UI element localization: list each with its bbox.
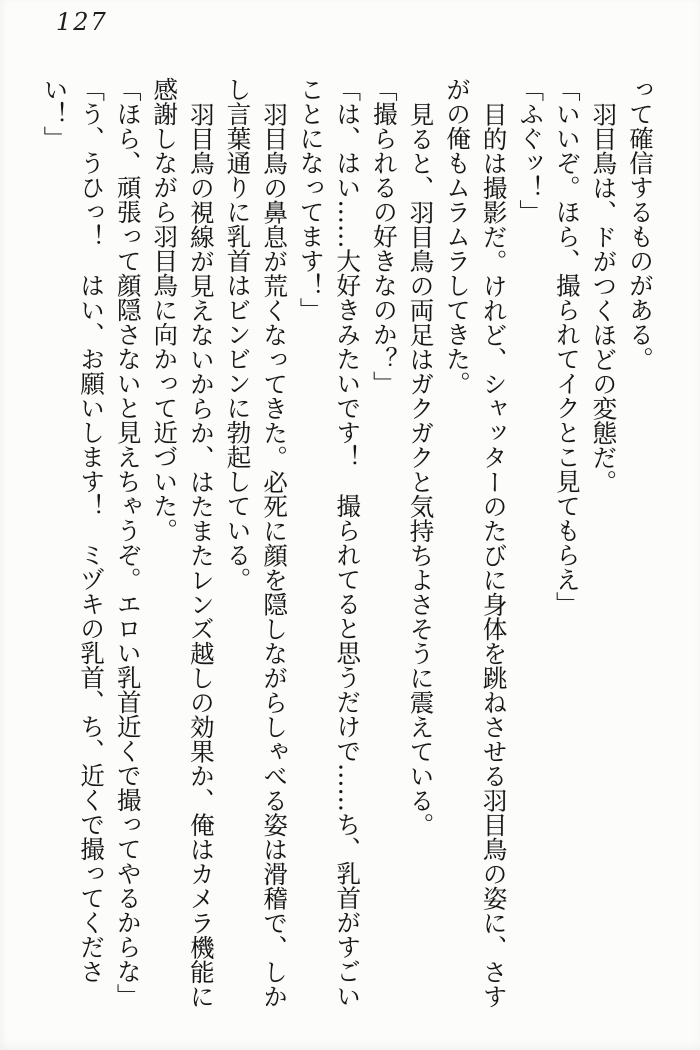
text-line: 羽目鳥の鼻息が荒くなってきた。必死に顔を隠しながらしゃべる姿は滑稽で、しか [260, 101, 290, 1008]
text-block [36, 77, 658, 1025]
text-line: 感謝しながら羽目鳥に向かって近づいた。 [150, 77, 180, 543]
text-line: 羽目鳥は、ドがつくほどの変態だ。 [589, 101, 619, 494]
page-number: 127 [56, 8, 108, 36]
text-line: ことになってます！」 [296, 77, 326, 322]
text-line: し言葉通りに乳首はビンビンに勃起している。 [223, 77, 253, 592]
text-line: って確信するものがある。 [626, 77, 655, 371]
text-line: い！」 [40, 77, 70, 151]
text-line: 「ふぐッ！」 [516, 77, 546, 224]
text-line: 羽目鳥の視線が見えないからか、はたまたレンズ越しの効果か、俺はカメラ機能に [186, 101, 216, 1008]
text-line: 「ほら、頑張って顔隠さないと見えちゃうぞ。エロい乳首近くで撮ってやるからな」 [113, 77, 143, 1008]
text-line: がの俺もムラムラしてきた。 [443, 77, 473, 396]
text-line: 目的は撮影だ。けれど、シャッターのたびに身体を跳ねさせる羽目鳥の姿に、さす [479, 101, 509, 1008]
text-line: 「撮られるの好きなのか？」 [369, 77, 399, 396]
text-line: 「う、うひっ！ はい、お願いします！ ミヅキの乳首、ち、近くで撮ってくださ [77, 77, 107, 984]
text-line: 「いいぞ。ほら、撮られてイクとこ見てもらえ」 [552, 77, 582, 616]
text-line: 見ると、羽目鳥の両足はガクガクと気持ちよさそうに震えている。 [406, 101, 436, 837]
text-line: 「は、はい……大好きみたいです！ 撮られてると思うだけで……ち、乳首がすごい [333, 77, 363, 1008]
